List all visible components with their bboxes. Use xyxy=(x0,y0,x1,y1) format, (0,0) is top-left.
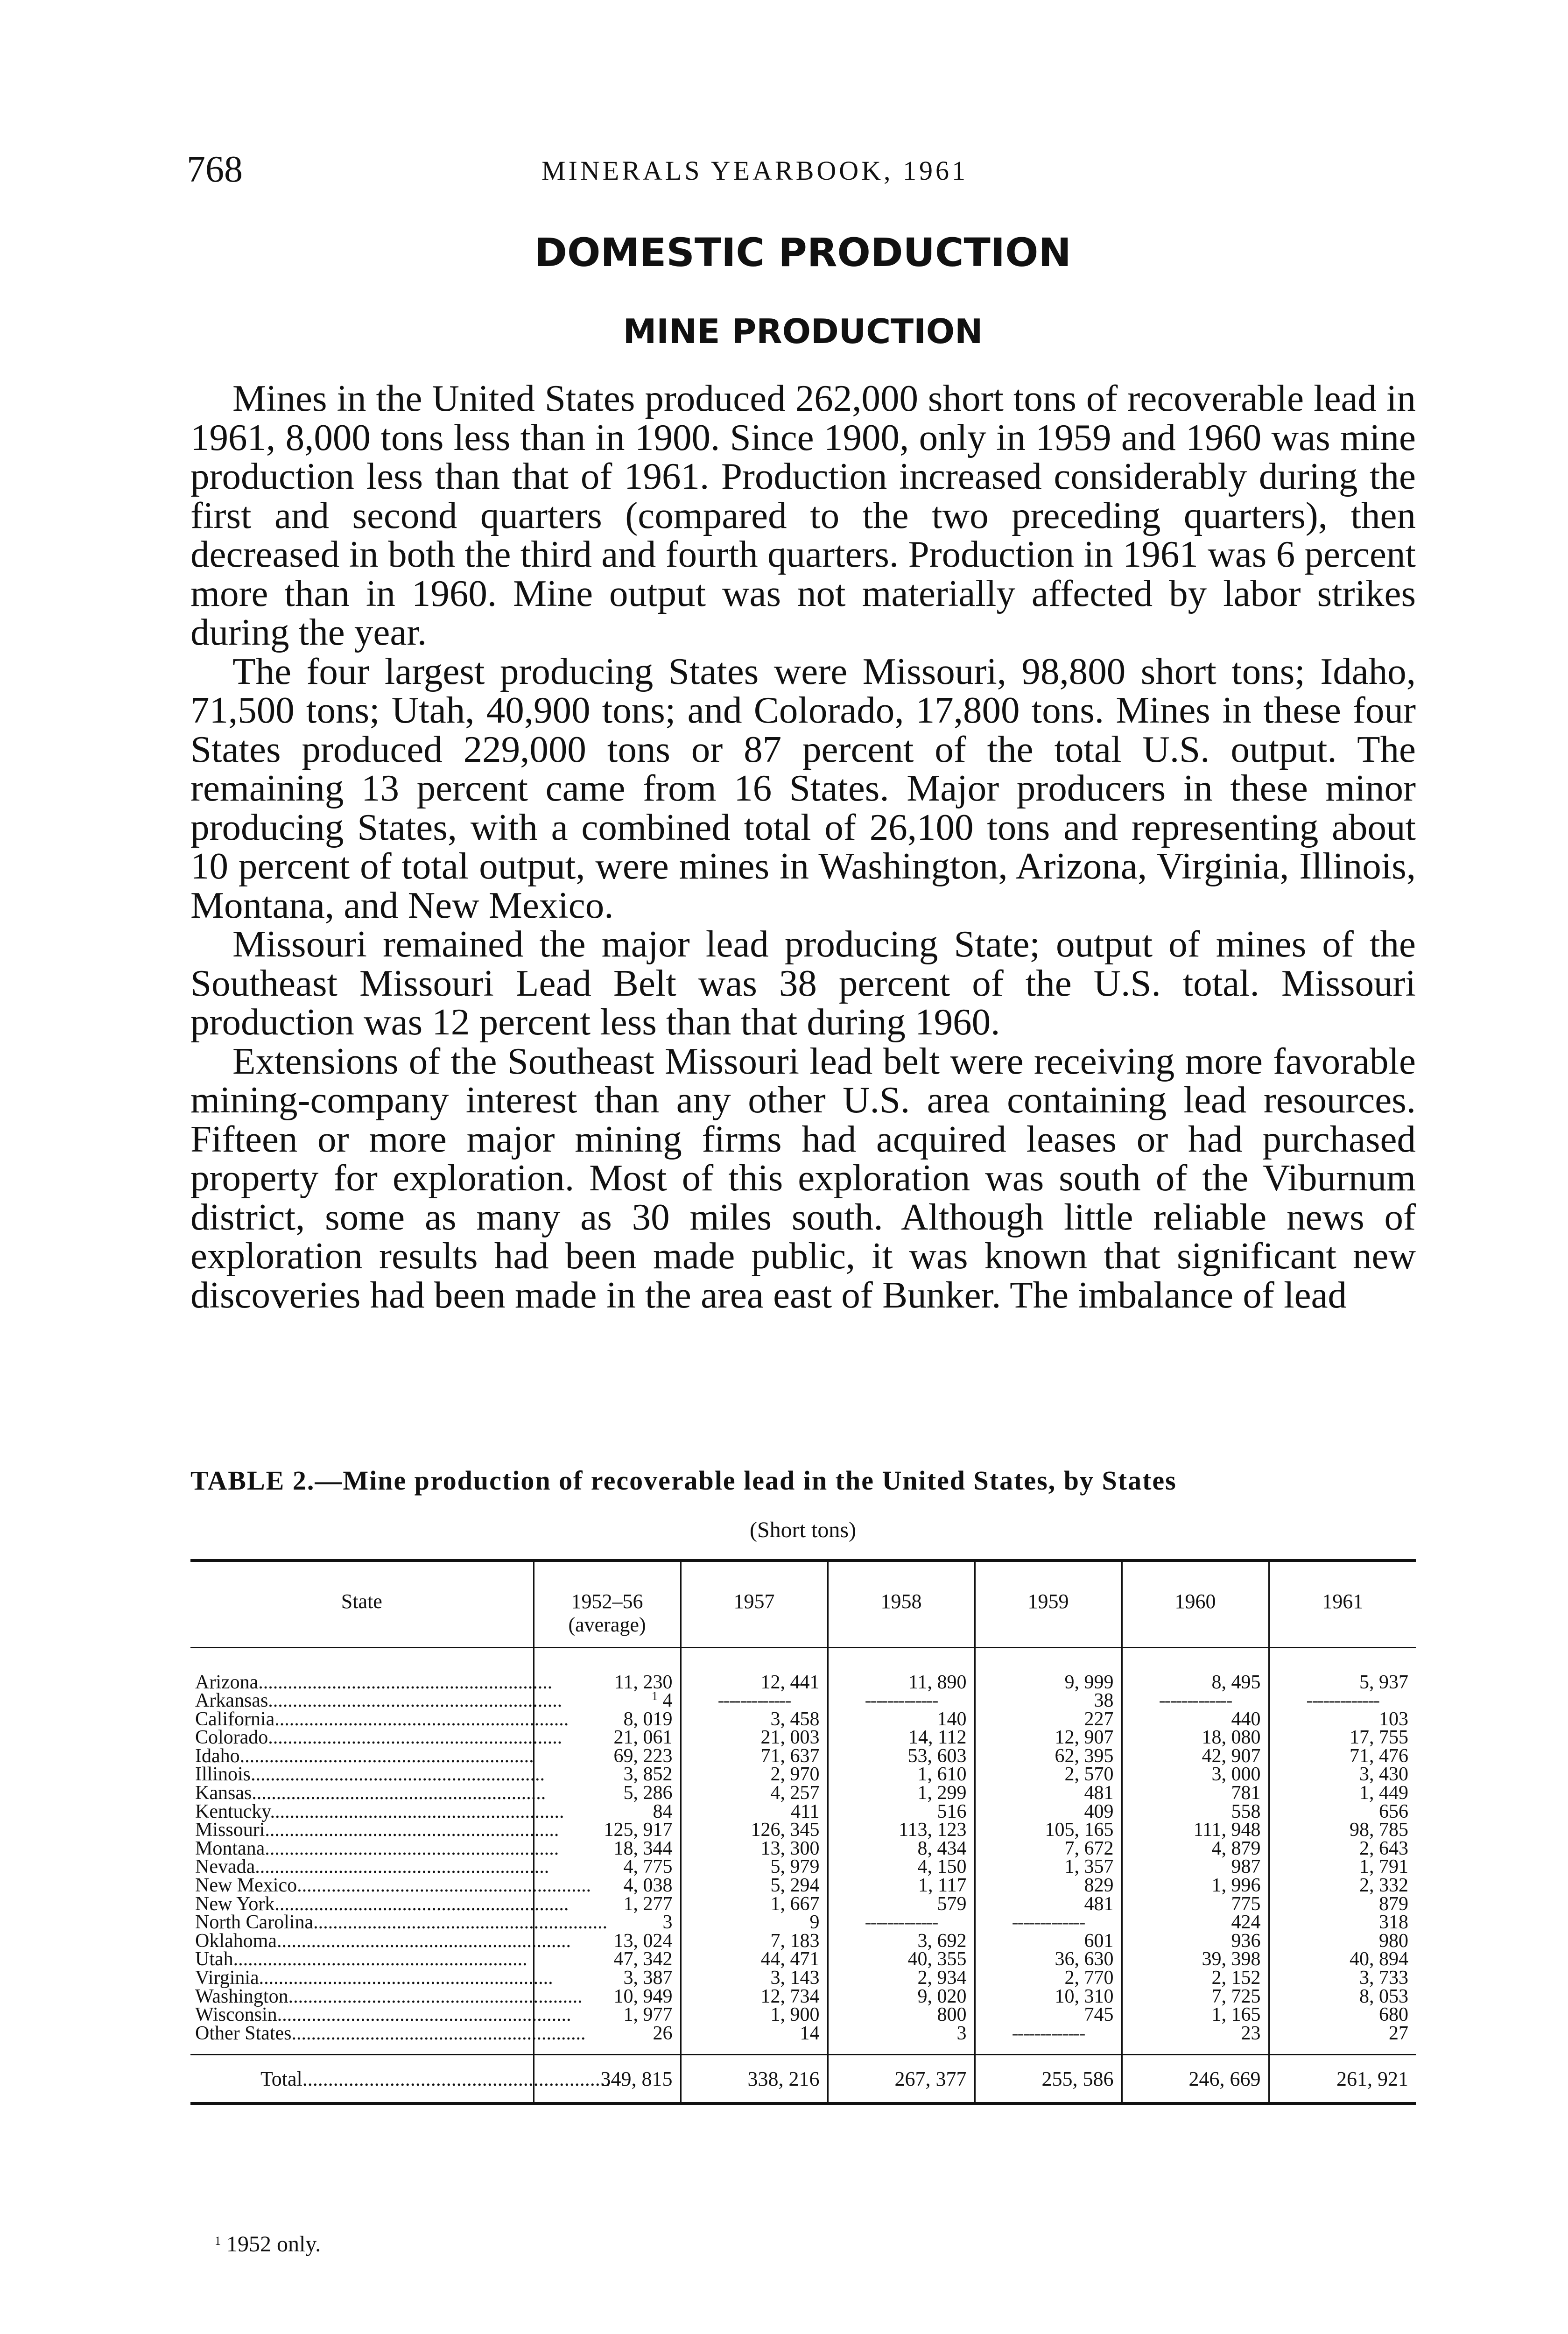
table-row xyxy=(190,1729,1416,1747)
table-row xyxy=(190,1821,1416,1840)
value-cell: 98, 785 xyxy=(1269,1821,1416,1840)
value-cell: 10, 310 xyxy=(975,1988,1122,2006)
value-cell: 800 xyxy=(828,2006,975,2025)
value-cell: 409 xyxy=(975,1803,1122,1821)
production-table xyxy=(190,1559,1416,2105)
value-cell: 14, 112 xyxy=(828,1729,975,1747)
state-name: Kansas............................................................ xyxy=(195,1782,546,1804)
value-cell: 126, 345 xyxy=(681,1821,828,1840)
value-cell: 11, 890 xyxy=(828,1647,975,1692)
column-header-1960: 1960 xyxy=(1122,1561,1269,1647)
state-name: Arkansas............................................................ xyxy=(195,1690,563,1712)
column-header-1958: 1958 xyxy=(828,1561,975,1647)
body-text xyxy=(190,379,1416,1315)
empty-cell: ------------- xyxy=(975,1913,1122,1932)
value-cell: 13, 024 xyxy=(534,1932,681,1951)
value-cell: 318 xyxy=(1269,1913,1416,1932)
value-cell: 12, 441 xyxy=(681,1647,828,1692)
value-cell: 12, 734 xyxy=(681,1988,828,2006)
value-cell: 1, 449 xyxy=(1269,1784,1416,1803)
table-row xyxy=(190,1950,1416,1969)
total-row xyxy=(190,2055,1416,2104)
empty-cell: ------------- xyxy=(975,2025,1122,2055)
value-cell: 69, 223 xyxy=(534,1747,681,1766)
value-cell: 84 xyxy=(534,1803,681,1821)
empty-cell: ------------- xyxy=(1122,1692,1269,1710)
empty-cell: ------------- xyxy=(828,1692,975,1710)
column-header-sublabel: (average) xyxy=(568,1613,646,1636)
value-cell: 2, 770 xyxy=(975,1969,1122,1988)
table-row xyxy=(190,2006,1416,2025)
footnote-marker: 1 xyxy=(652,1689,658,1703)
value-cell: 7, 672 xyxy=(975,1840,1122,1858)
value-cell: 1, 299 xyxy=(828,1784,975,1803)
value-cell: 980 xyxy=(1269,1932,1416,1951)
table-row xyxy=(190,1969,1416,1988)
value-cell: 9 xyxy=(681,1913,828,1932)
value-cell: 2, 970 xyxy=(681,1765,828,1784)
column-header-1952-56 xyxy=(534,1561,681,1647)
value-cell: 8, 053 xyxy=(1269,1988,1416,2006)
value-cell: 879 xyxy=(1269,1895,1416,1914)
value-cell: 2, 570 xyxy=(975,1765,1122,1784)
value-cell: 987 xyxy=(1122,1858,1269,1877)
table-header-row xyxy=(190,1561,1416,1647)
table-row xyxy=(190,1988,1416,2006)
value-cell: 1, 996 xyxy=(1122,1877,1269,1895)
value-cell: 21, 003 xyxy=(681,1729,828,1747)
column-header-1959: 1959 xyxy=(975,1561,1122,1647)
value-cell: 1, 165 xyxy=(1122,2006,1269,2025)
value-cell: 481 xyxy=(975,1895,1122,1914)
subsection-title: MINE PRODUCTION xyxy=(623,312,983,351)
section-title: DOMESTIC PRODUCTION xyxy=(534,230,1071,275)
state-name: New Mexico............................................................ xyxy=(195,1875,591,1897)
value-cell: 656 xyxy=(1269,1803,1416,1821)
column-header-state: State xyxy=(190,1561,534,1647)
value-cell: 71, 637 xyxy=(681,1747,828,1766)
state-name: Idaho............................................................ xyxy=(195,1745,534,1767)
table-row xyxy=(190,2025,1416,2055)
value-cell: 3, 733 xyxy=(1269,1969,1416,1988)
value-cell: 8, 434 xyxy=(828,1840,975,1858)
state-name: Missouri............................................................ xyxy=(195,1819,559,1841)
table-row xyxy=(190,1913,1416,1932)
value-cell: 1, 610 xyxy=(828,1765,975,1784)
value-cell: 71, 476 xyxy=(1269,1747,1416,1766)
footnote-marker: 1 xyxy=(215,2234,221,2248)
state-name: Wisconsin............................................................ xyxy=(195,2004,571,2026)
value-cell: 5, 286 xyxy=(534,1784,681,1803)
value-cell: 47, 342 xyxy=(534,1950,681,1969)
value-cell: 18, 080 xyxy=(1122,1729,1269,1747)
value-cell: 103 xyxy=(1269,1710,1416,1729)
column-header-label: 1952–56 xyxy=(571,1590,643,1613)
total-value: 349, 815 xyxy=(534,2055,681,2104)
paragraph: Mines in the United States produced 262,000 short tons of recoverable lead in 1961, 8,000 tons less than in 1900. Since 1900, only in 1959 and 1960 was mine production less than that of 1961. Production increased considerably during the first and second quarters (compared to the two preceding quarters), then decreased in both the third and fourth quarters. Production in 1961 was 6 percent more than in 1960. Mine output was not materially affected by labor strikes during the year. xyxy=(190,377,1416,653)
running-head xyxy=(187,148,1419,190)
value-cell: 829 xyxy=(975,1877,1122,1895)
value-cell: 44, 471 xyxy=(681,1950,828,1969)
table-row xyxy=(190,1803,1416,1821)
empty-cell: ------------- xyxy=(681,1692,828,1710)
value-cell: 601 xyxy=(975,1932,1122,1951)
table-row xyxy=(190,1895,1416,1914)
value-cell: 2, 934 xyxy=(828,1969,975,1988)
state-name: Illinois............................................................ xyxy=(195,1764,545,1786)
table-body xyxy=(190,1647,1416,2055)
value-cell: 3, 430 xyxy=(1269,1765,1416,1784)
state-name: Montana............................................................ xyxy=(195,1837,559,1859)
value-cell: 579 xyxy=(828,1895,975,1914)
value-cell: 53, 603 xyxy=(828,1747,975,1766)
state-name: Colorado............................................................ xyxy=(195,1727,563,1749)
value-cell: 3, 692 xyxy=(828,1932,975,1951)
state-name: Other States............................................................ xyxy=(195,2022,586,2044)
value-cell: 680 xyxy=(1269,2006,1416,2025)
value-cell: 111, 948 xyxy=(1122,1821,1269,1840)
value-cell: 2, 332 xyxy=(1269,1877,1416,1895)
table-row xyxy=(190,1692,1416,1710)
value-cell: 516 xyxy=(828,1803,975,1821)
column-header-1957: 1957 xyxy=(681,1561,828,1647)
total-value: 246, 669 xyxy=(1122,2055,1269,2104)
state-name: Kentucky............................................................ xyxy=(195,1800,564,1822)
value-cell: 4, 257 xyxy=(681,1784,828,1803)
production-table-wrap xyxy=(190,1559,1416,2105)
table-footnote xyxy=(215,2231,321,2257)
value-cell: 23 xyxy=(1122,2025,1269,2055)
table-row xyxy=(190,1784,1416,1803)
value-cell: 5, 937 xyxy=(1269,1647,1416,1692)
value-cell: 105, 165 xyxy=(975,1821,1122,1840)
table-row xyxy=(190,1840,1416,1858)
value-cell: 1, 357 xyxy=(975,1858,1122,1877)
value-cell: 140 xyxy=(828,1710,975,1729)
state-name: Utah............................................................ xyxy=(195,1948,527,1970)
state-name: North Carolina............................................................ xyxy=(195,1912,608,1933)
value-cell: 27 xyxy=(1269,2025,1416,2055)
column-header-1961: 1961 xyxy=(1269,1561,1416,1647)
running-title: MINERALS YEARBOOK, 1961 xyxy=(541,155,969,186)
value-cell: 39, 398 xyxy=(1122,1950,1269,1969)
table-row xyxy=(190,1932,1416,1951)
value-cell: 1, 667 xyxy=(681,1895,828,1914)
value-cell: 3, 000 xyxy=(1122,1765,1269,1784)
value-cell: 42, 907 xyxy=(1122,1747,1269,1766)
value-cell: $^1$ 4 xyxy=(534,1692,681,1710)
table-row xyxy=(190,1877,1416,1895)
value-cell: 424 xyxy=(1122,1913,1269,1932)
value-cell: 4, 038 xyxy=(534,1877,681,1895)
value-cell: 227 xyxy=(975,1710,1122,1729)
table-row xyxy=(190,1765,1416,1784)
footnote-text: 1952 only. xyxy=(226,2232,321,2257)
state-name: California............................................................ xyxy=(195,1708,569,1730)
state-name: Oklahoma............................................................ xyxy=(195,1930,571,1952)
value-cell: 4, 150 xyxy=(828,1858,975,1877)
paragraph: The four largest producing States were Missouri, 98,800 short tons; Idaho, 71,500 tons; Utah, 40,900 tons; and Colorado, 17,800 tons. Mines in these four States produced 229,000 tons or 87 percent of the total U.S. output. The remaining 13 percent came from 16 States. Major producers in these minor producing States, with a combined total of 26,100 tons and representing about 10 percent of total output, were mines in Washington, Arizona, Virginia, Illinois, Montana, and New Mexico. xyxy=(190,650,1416,926)
state-name: Nevada............................................................ xyxy=(195,1856,549,1878)
value-cell: 2, 152 xyxy=(1122,1969,1269,1988)
paragraph: Extensions of the Southeast Missouri lead belt were receiving more favorable mining-company interest than any other U.S. area containing lead resources. Fifteen or more major mining firms had acquired leases or had purchased property for exploration. Most of this exploration was south of the Viburnum district, some as many as 30 miles south. Although little reliable news of exploration results had been made public, it was known that significant new discoveries had been made in the area east of Bunker. The imbalance of lead xyxy=(190,1040,1416,1316)
table-unit: (Short tons) xyxy=(750,1518,856,1542)
value-cell: 440 xyxy=(1122,1710,1269,1729)
value-cell: 21, 061 xyxy=(534,1729,681,1747)
state-name: Virginia............................................................ xyxy=(195,1967,553,1989)
value-cell: 1, 277 xyxy=(534,1895,681,1914)
value-cell: 3, 458 xyxy=(681,1710,828,1729)
value-cell: 1, 900 xyxy=(681,2006,828,2025)
value-cell: 8, 019 xyxy=(534,1710,681,1729)
value-cell: 1, 791 xyxy=(1269,1858,1416,1877)
table-row xyxy=(190,1710,1416,1729)
value-cell: 781 xyxy=(1122,1784,1269,1803)
table-row xyxy=(190,1747,1416,1766)
empty-cell: ------------- xyxy=(828,1913,975,1932)
value-cell: 1, 977 xyxy=(534,2006,681,2025)
value-cell: 62, 395 xyxy=(975,1747,1122,1766)
state-name: Washington............................................................ xyxy=(195,1985,583,2007)
value-cell: 11, 230 xyxy=(534,1647,681,1692)
value-cell: 9, 020 xyxy=(828,1988,975,2006)
page-number: 768 xyxy=(187,149,243,190)
value-cell: 481 xyxy=(975,1784,1122,1803)
value-cell: 17, 755 xyxy=(1269,1729,1416,1747)
value-cell: 3, 852 xyxy=(534,1765,681,1784)
value-cell: 5, 979 xyxy=(681,1858,828,1877)
value-cell: 18, 344 xyxy=(534,1840,681,1858)
total-value: 267, 377 xyxy=(828,2055,975,2104)
total-value: 261, 921 xyxy=(1269,2055,1416,2104)
value-cell: 5, 294 xyxy=(681,1877,828,1895)
value-cell: 40, 355 xyxy=(828,1950,975,1969)
state-name: New York............................................................ xyxy=(195,1893,569,1915)
state-name: Arizona............................................................ xyxy=(195,1671,553,1693)
value-cell: 1, 117 xyxy=(828,1877,975,1895)
value-cell: 3 xyxy=(534,1913,681,1932)
value-cell: 14 xyxy=(681,2025,828,2055)
empty-cell: ------------- xyxy=(1269,1692,1416,1710)
value-cell: 125, 917 xyxy=(534,1821,681,1840)
value-cell: 558 xyxy=(1122,1803,1269,1821)
table-caption: TABLE 2.—Mine production of recoverable lead in the United States, by States xyxy=(190,1465,1177,1496)
total-label: Total............................................................ xyxy=(190,2055,534,2104)
value-cell: 7, 183 xyxy=(681,1932,828,1951)
table-row xyxy=(190,1858,1416,1877)
value-cell: 7, 725 xyxy=(1122,1988,1269,2006)
value-cell: 3 xyxy=(828,2025,975,2055)
total-value: 255, 586 xyxy=(975,2055,1122,2104)
value-cell: 4, 879 xyxy=(1122,1840,1269,1858)
value-cell: 13, 300 xyxy=(681,1840,828,1858)
value-cell: 775 xyxy=(1122,1895,1269,1914)
value-cell: 40, 894 xyxy=(1269,1950,1416,1969)
value-cell: 12, 907 xyxy=(975,1729,1122,1747)
value-cell: 3, 387 xyxy=(534,1969,681,1988)
table-row xyxy=(190,1647,1416,1692)
value-cell: 10, 949 xyxy=(534,1988,681,2006)
value-cell: 745 xyxy=(975,2006,1122,2025)
value-cell: 4, 775 xyxy=(534,1858,681,1877)
value-cell: 936 xyxy=(1122,1932,1269,1951)
value-cell: 411 xyxy=(681,1803,828,1821)
value-cell: 9, 999 xyxy=(975,1647,1122,1692)
paragraph: Missouri remained the major lead producing State; output of mines of the Southeast Missouri Lead Belt was 38 percent of the U.S. total. Missouri production was 12 percent less than that during 1960. xyxy=(190,923,1416,1043)
value-cell: 113, 123 xyxy=(828,1821,975,1840)
value-cell: 26 xyxy=(534,2025,681,2055)
value-cell: 2, 643 xyxy=(1269,1840,1416,1858)
value-cell: 36, 630 xyxy=(975,1950,1122,1969)
value-cell: 8, 495 xyxy=(1122,1647,1269,1692)
value-cell: 38 xyxy=(975,1692,1122,1710)
total-value: 338, 216 xyxy=(681,2055,828,2104)
value-cell: 3, 143 xyxy=(681,1969,828,1988)
